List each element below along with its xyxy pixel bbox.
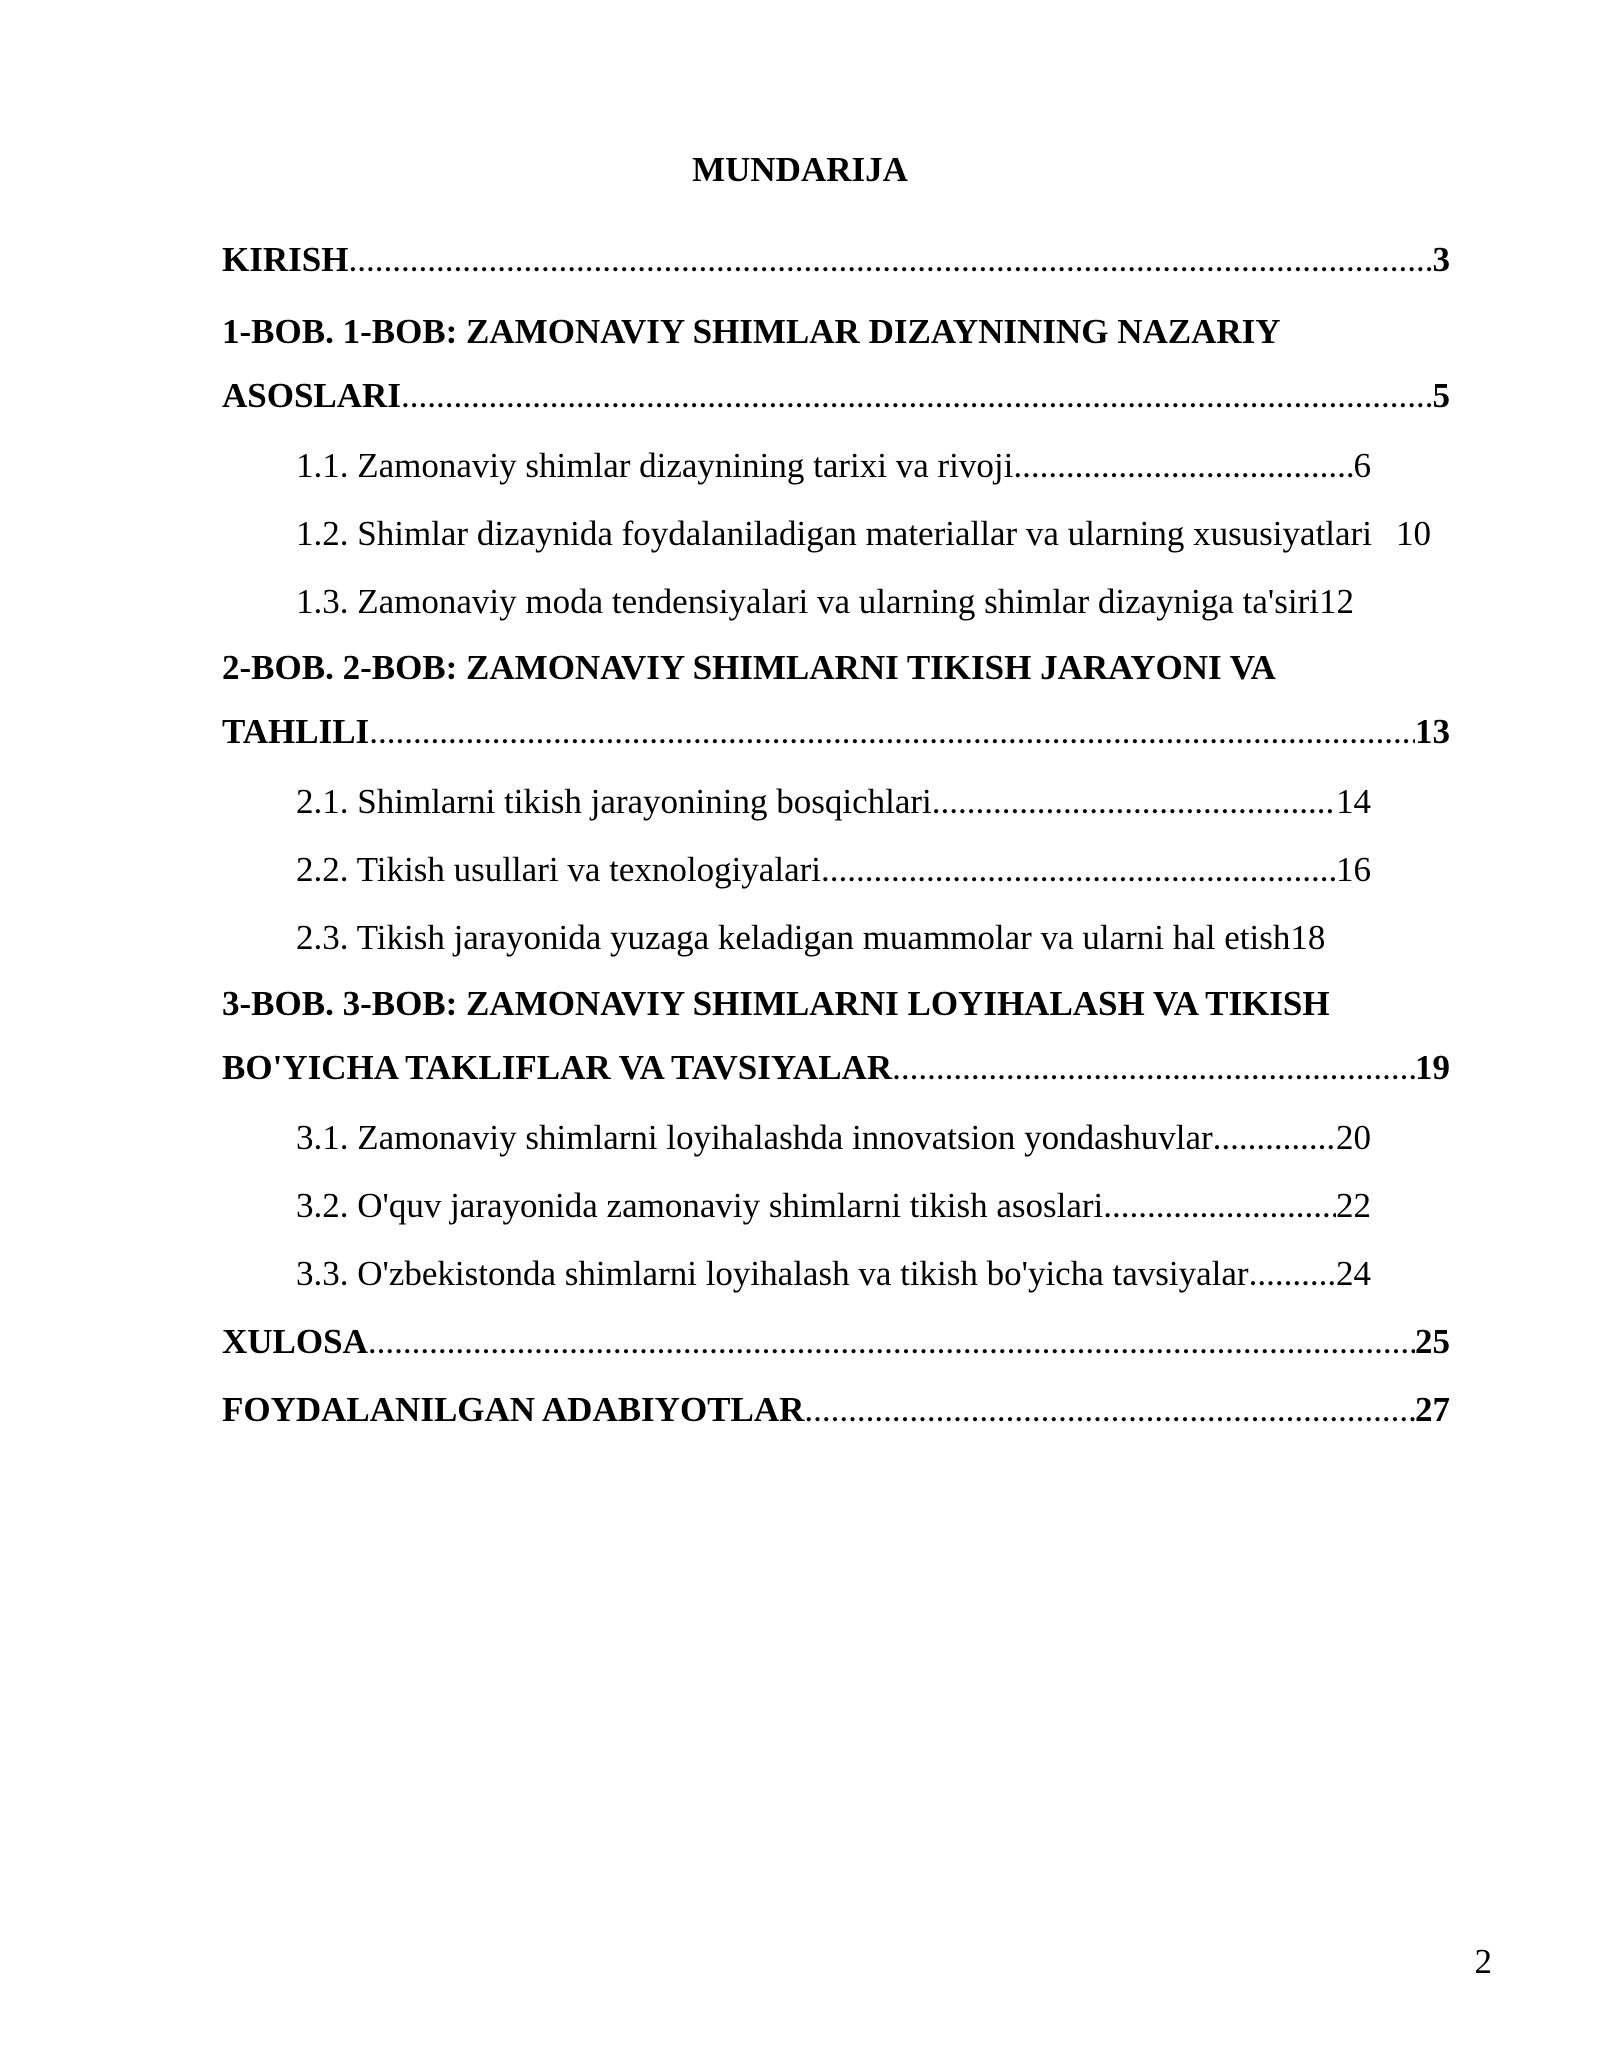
toc-entry-page: 22 [1336,1186,1371,1225]
toc-entry-page: 13 [1415,712,1450,751]
toc-entry-chapter-3-line2[interactable] [222,1048,1450,1088]
toc-entry-1-1[interactable] [296,446,1371,486]
dot-leader [932,782,1336,822]
toc-entry-chapter-2-line2[interactable] [222,712,1450,752]
toc-entry-label: TAHLILI [222,712,370,751]
toc-entry-2-2[interactable] [296,850,1371,890]
toc-entry-label: 3-BOB. 3-BOB: ZAMONAVIY SHIMLARNI LOYIHALASH VA TIKISH [222,984,1330,1023]
toc-entry-1-2[interactable] [296,514,1431,554]
toc-entry-2-1[interactable] [296,782,1371,822]
toc-entry-page: 6 [1353,446,1371,485]
toc-entry-page: 27 [1415,1390,1450,1429]
toc-entry-chapter-1-line2[interactable] [222,376,1450,416]
dot-leader [348,240,1432,280]
toc-entry-chapter-3-line1[interactable] [222,984,1330,1024]
toc-entry-label: 3.2. O'quv jarayonida zamonaviy shimlarni tikish asoslari [296,1186,1104,1225]
dot-leader [821,850,1336,890]
dot-leader [804,1390,1415,1430]
toc-entry-3-1[interactable] [296,1118,1371,1158]
toc-entry-2-3[interactable] [296,918,1325,958]
toc-entry-label: 2.3. Tikish jarayonida yuzaga keladigan muammolar va ularni hal etish [296,918,1291,957]
toc-entry-label: 1.1. Zamonaviy shimlar dizaynining tarixi va rivoji [296,446,1014,485]
toc-entry-label: KIRISH [222,240,349,279]
toc-entry-label: 1.2. Shimlar dizaynida foydalaniladigan materiallar va ularning xususiyatlari [296,514,1372,553]
dot-leader [1103,1186,1336,1226]
toc-entry-page: 25 [1415,1322,1450,1361]
page-number: 2 [1474,1942,1492,1981]
toc-entry-bibliography[interactable] [222,1390,1450,1430]
page-title: MUNDARIJA [692,150,908,189]
toc-entry-page: 20 [1336,1118,1371,1157]
toc-entry-chapter-2-line1[interactable] [222,648,1276,688]
toc-entry-label: 1.3. Zamonaviy moda tendensiyalari va ularning shimlar dizayniga ta'siri [296,582,1319,621]
toc-entry-label: ASOSLARI [222,376,401,415]
toc-entry-page: 12 [1318,582,1354,621]
toc-entry-3-2[interactable] [296,1186,1371,1226]
toc-entry-1-3[interactable] [296,582,1354,622]
dot-leader [1213,1118,1336,1158]
dot-leader [369,712,1415,752]
toc-entry-label: 3.1. Zamonaviy shimlarni loyihalashda innovatsion yondashuvlar [296,1118,1213,1157]
toc-entry-label: 2.1. Shimlarni tikish jarayonining bosqichlari [296,782,932,821]
dot-leader [892,1048,1415,1088]
dot-leader [401,376,1433,416]
toc-entry-3-3[interactable] [296,1254,1371,1294]
toc-entry-page: 19 [1415,1048,1450,1087]
toc-entry-label: FOYDALANILGAN ADABIYOTLAR [222,1390,805,1429]
toc-entry-kirish[interactable] [222,240,1450,280]
toc-entry-label: 2-BOB. 2-BOB: ZAMONAVIY SHIMLARNI TIKISH JARAYONI VA [222,648,1276,687]
toc-entry-page: 10 [1395,514,1431,553]
toc-entry-label: 2.2. Tikish usullari va texnologiyalari [296,850,821,889]
toc-entry-page: 24 [1336,1254,1371,1293]
toc-entry-label: 1-BOB. 1-BOB: ZAMONAVIY SHIMLAR DIZAYNINING NAZARIY [222,312,1281,351]
toc-entry-xulosa[interactable] [222,1322,1450,1362]
dot-leader [1013,446,1353,486]
toc-entry-label: BO'YICHA TAKLIFLAR VA TAVSIYALAR [222,1048,893,1087]
toc-entry-page: 14 [1336,782,1371,821]
toc-entry-label: 3.3. O'zbekistonda shimlarni loyihalash va tikish bo'yicha tavsiyalar [296,1254,1249,1293]
toc-entry-page: 5 [1432,376,1450,415]
toc-entry-page: 16 [1336,850,1371,889]
dot-leader [368,1322,1415,1362]
toc-entry-page: 18 [1290,918,1326,957]
dot-leader [1249,1254,1336,1294]
toc-entry-chapter-1-line1[interactable] [222,312,1281,352]
toc-entry-label: XULOSA [222,1322,368,1361]
toc-entry-page: 3 [1432,240,1450,279]
